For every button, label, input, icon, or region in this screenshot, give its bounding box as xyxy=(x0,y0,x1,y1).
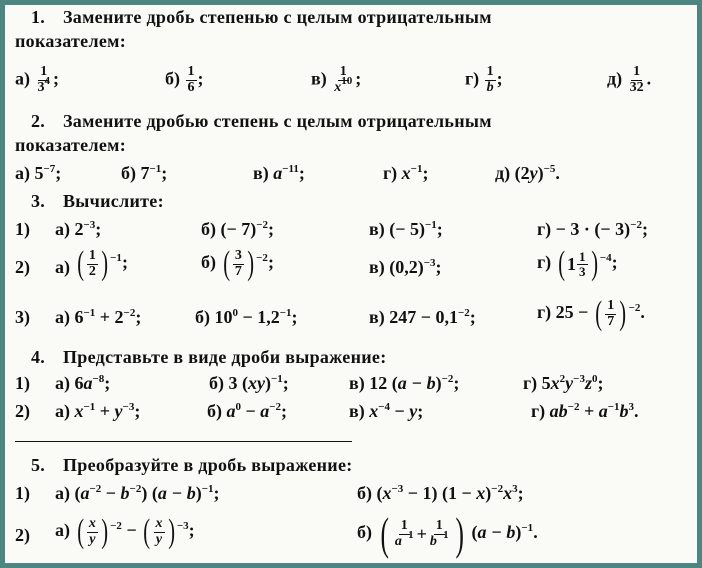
task1-item-b: б) $\frac{1}{6}$ ; xyxy=(165,64,204,95)
task4-r2-item-v: в) $x^{-4} - y$; xyxy=(349,401,424,421)
task1-item-a: а) $\frac{1}{3^4}$ ; xyxy=(15,64,59,95)
task2-item-d: д) $(2y)^{-5}$. xyxy=(495,163,560,183)
task3-title: 3. Вычислите: xyxy=(31,191,164,211)
task4-title: 4. Представьте в виде дроби выражение: xyxy=(31,347,387,367)
task3-r1-item-g: г) − 3 · (− 3)$^{-2}$; xyxy=(537,219,648,239)
task4-r2-item-g: г) $ab^{-2} + a^{-1}b^3$. xyxy=(531,401,639,421)
task4-r1-item-v: в) 12 $(a - b)^{-2}$; xyxy=(349,373,460,393)
task5-row2-num: 2) xyxy=(15,525,30,545)
task3-r1-item-a: а) $2^{-3}$; xyxy=(55,219,102,239)
task4-row1-num: 1) xyxy=(15,373,30,393)
task2-item-g: г) $x^{-1}$; xyxy=(383,163,429,183)
task3-r3-item-b: б) $10^0 - 1,2^{-1}$; xyxy=(195,307,298,327)
task3-r3-item-v: в) $247 - 0,1^{-2}$; xyxy=(369,307,476,327)
task3-row1-num: 1) xyxy=(15,219,30,239)
task5-r1-item-b: б) $(x^{-3} - 1) (1 - x)^{-2}x^3$; xyxy=(357,483,524,503)
task3-r2-item-v: в) $(0,2)^{-3}$; xyxy=(369,257,442,277)
task3-r3-item-g: г) 25 − ( 1 7 ) $^{-2}$. xyxy=(537,295,645,332)
task5-title: 5. Преобразуйте в дробь выражение: xyxy=(31,455,353,475)
task4-r1-item-b: б) 3 (xy)$^{-1}$; xyxy=(209,373,289,393)
task1-title-line1 xyxy=(31,7,492,28)
task1-item-v: в) $\frac{1}{x^{10}}$ ; xyxy=(311,64,362,95)
task3-row2-num: 2) xyxy=(15,257,30,277)
task4-r2-item-a: а) $x^{-1} + y^{-3}$; xyxy=(55,401,141,421)
task2-title-line2: показателем: xyxy=(15,135,127,155)
task5-r1-item-a: а) $(a^{-2} - b^{-2}) (a - b)^{-1}$; xyxy=(55,483,220,503)
task5-row1-num: 1) xyxy=(15,483,30,503)
task2-item-a: а) $5^{-7}$; xyxy=(15,163,62,183)
task5-r2-item-a: а) ( x y ) $^{-2}$ − ( x y ) $^{-3}$; xyxy=(55,513,195,550)
task3-r2-item-g: г) ( 1 1 3 ) $^{-4}$; xyxy=(537,245,618,282)
task3-row3-num: 3) xyxy=(15,307,30,327)
task5-r2-item-b: б) ( 1 $a^{-1}$ + $\frac{1}{b^{-1}}$ ) $(a - b)^{-1}$. xyxy=(357,508,538,559)
task1-item-d: д) $\frac{1}{32}$ . xyxy=(607,64,652,95)
task3-r1-item-v: в) (− 5)$^{-1}$; xyxy=(369,219,443,239)
task1-title-text: Замените дробь степенью с целым отрицательным xyxy=(63,7,492,27)
section-divider xyxy=(15,441,352,442)
task1-item-g: г) $\frac{1}{b}$ ; xyxy=(465,64,503,95)
task2-item-v: в) $a^{-11}$; xyxy=(253,163,305,183)
task4-r2-item-b: б) $a^0 - a^{-2}$; xyxy=(207,401,288,421)
task2-title-line1: 2. Замените дробью степень с целым отрицательным xyxy=(31,111,492,131)
task3-r3-item-a: а) $6^{-1} + 2^{-2}$; xyxy=(55,307,142,327)
task4-r1-item-a: а) $6a^{-8}$; xyxy=(55,373,111,393)
task3-r2-item-a: а) ( 1 2 ) $^{-1}$; xyxy=(55,245,128,282)
task3-r2-item-b: б) ( 3 7 ) $^{-2}$; xyxy=(201,245,274,282)
task4-r1-item-g: г) $5x^2y^{-3}z^0$; xyxy=(523,373,604,393)
task4-row2-num: 2) xyxy=(15,401,30,421)
task1-title-line2: показателем: xyxy=(15,31,127,51)
task3-r1-item-b: б) (− 7)$^{-2}$; xyxy=(201,219,275,239)
task2-item-b: б) $7^{-1}$; xyxy=(121,163,168,183)
task1-number: 1. xyxy=(31,7,46,27)
worksheet-page xyxy=(5,5,697,563)
